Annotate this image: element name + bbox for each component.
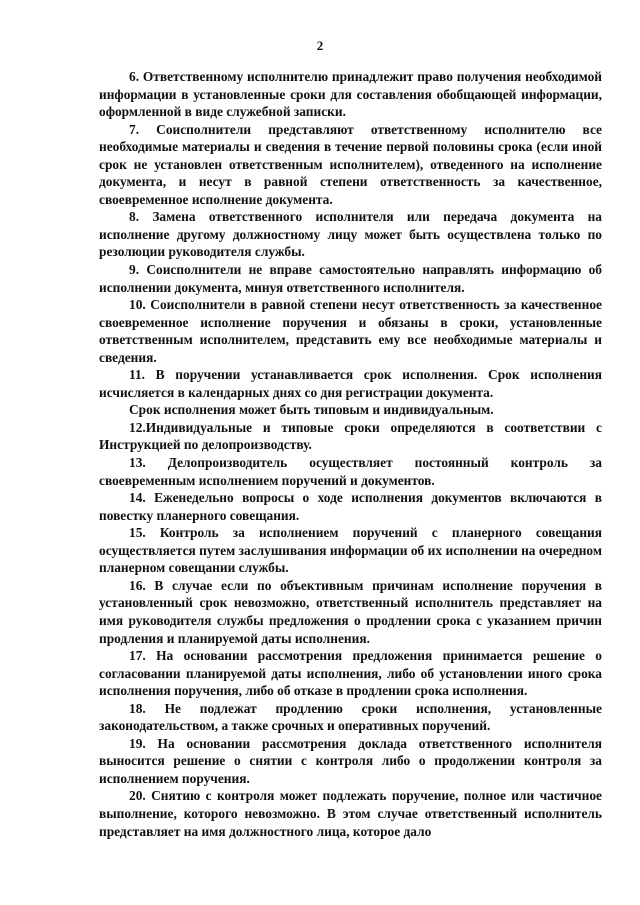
paragraph-12: 12.Индивидуальные и типовые сроки определяются в соответствии с Инструкцией по делопроизводству.	[99, 419, 602, 453]
paragraph-10: 10. Соисполнители в равной степени несут ответственность за качественное своевременное исполнение поручения и обязаны в сроки, установленные ответственным исполнителем, представить ему все необходимые материалы и сведения.	[99, 297, 602, 365]
paragraph-15: 15. Контроль за исполнением поручений с планерного совещания осуществляется путем заслушивания информации об их исполнении на очередном планерном совещании службы.	[99, 525, 602, 576]
paragraph-20: 20. Снятию с контроля может подлежать поручение, полное или частичное выполнение, которого невозможно. В этом случае ответственный исполнитель представляет на имя должностного лица, которое дало	[99, 788, 602, 839]
paragraph-9: 9. Соисполнители не вправе самостоятельно направлять информацию об исполнении документа, минуя ответственного исполнителя.	[99, 262, 602, 295]
paragraph-11: 11. В поручении устанавливается срок исполнения. Срок исполнения исчисляется в календарных днях со дня регистрации документа.	[99, 367, 602, 400]
paragraph-14: 14. Еженедельно вопросы о ходе исполнения документов включаются в повестку планерного совещания.	[99, 490, 602, 523]
paragraph-16: 16. В случае если по объективным причинам исполнение поручения в установленный срок невозможно, ответственный исполнитель представляет на имя руководителя службы предложения о продлении срока с указанием причин продления и планируемой даты исполнения.	[99, 577, 602, 646]
paragraph-18: 18. Не подлежат продлению сроки исполнения, установленные законодательством, а также срочных и оперативных поручений.	[99, 700, 602, 734]
paragraph-17: 17. На основании рассмотрения предложения принимается решение о согласовании планируемой даты исполнения, либо об установлении иного срока исполнения поручения, либо об отказе в продлении срока исполнения.	[99, 648, 602, 699]
page-number: 2	[316, 38, 324, 53]
paragraph-8: 8. Замена ответственного исполнителя или передача документа на исполнение другому должностному лицу может быть осуществлена только по резолюции руководителя службы.	[99, 209, 602, 260]
paragraph-19: 19. На основании рассмотрения доклада ответственного исполнителя выносится решение о снятии с контроля либо о продолжении контроля за исполнением поручения.	[99, 735, 602, 786]
paragraph-13: 13. Делопроизводитель осуществляет постоянный контроль за своевременным исполнением поручений и документов.	[99, 455, 602, 488]
paragraph-7: 7. Соисполнители представляют ответственному исполнителю все необходимые материалы и сведения в течение первой половины срока (если иной срок не установлен ответственным исполнителем), отведенного на исполнение документа, и несут в равной степени ответственность за качественное, своевременное исполнение документа.	[99, 121, 602, 207]
paragraph-6: 6. Ответственному исполнителю принадлежит право получения необходимой информации в установленные сроки для составления обобщающей информации, оформленной в виде служебной записки.	[99, 69, 602, 120]
paragraph-11-continuation: Срок исполнения может быть типовым и индивидуальным.	[129, 402, 494, 418]
document-body	[99, 68, 602, 840]
